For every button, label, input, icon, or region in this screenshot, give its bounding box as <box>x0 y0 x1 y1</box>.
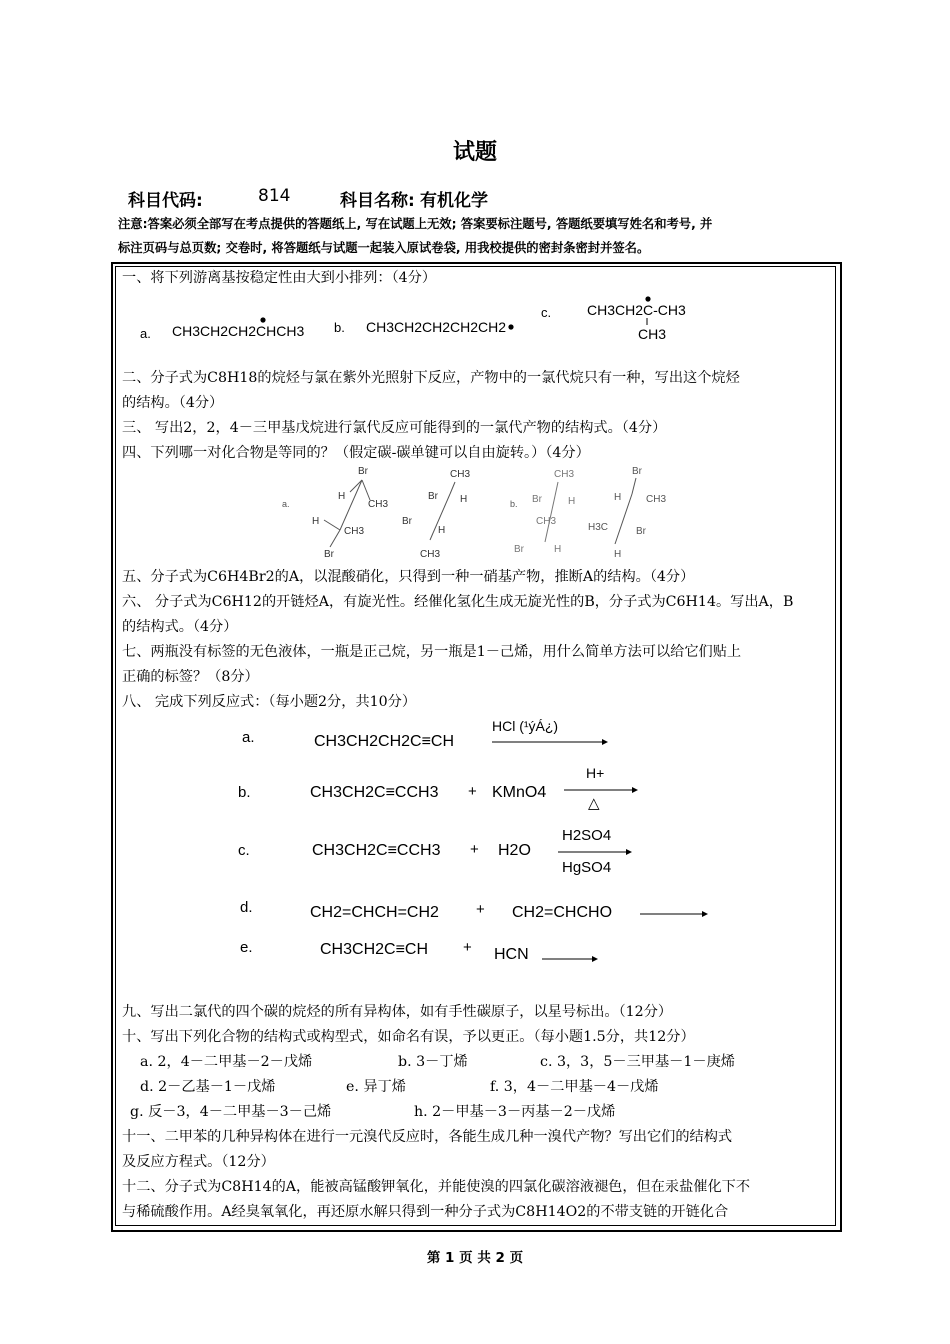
q1-c-branch: CH3 <box>638 326 667 342</box>
reaction-reactant: CH3CH2C≡CCH3 <box>312 842 441 859</box>
arrow-head <box>632 787 638 793</box>
notice-line2: 标注页码与总页数; 交卷时, 将答题纸与试题一起装入原试卷袋, 用我校提供的密封条密封并签名。 <box>118 241 650 255</box>
q11-line1: 十一、二甲苯的几种异构体在进行一元溴代反应时，各能生成几种一溴代产物？写出它们的结构式 <box>122 1129 733 1145</box>
arrow-head <box>592 956 598 962</box>
bond <box>450 482 455 494</box>
subject-code: 814 <box>258 186 291 206</box>
atom-h: H <box>568 496 576 507</box>
q10-item: a. 2，4－二甲基－2－戊烯 <box>140 1054 313 1070</box>
reaction-label: a. <box>242 729 255 746</box>
atom-h: H <box>614 492 622 503</box>
atom-br: Br <box>324 549 334 560</box>
q4-text: 四、下列哪一对化合物是等同的？（假定碳-碳单键可以自由旋转。）（4分） <box>122 445 590 461</box>
reaction-condition: H2SO4 <box>562 827 612 844</box>
reaction-label: c. <box>238 842 250 859</box>
reaction-label: e. <box>240 939 253 956</box>
q6-line2: 的结构式。（4分） <box>122 619 238 635</box>
atom-h: H <box>312 516 320 527</box>
q1-c-radical-dot <box>645 296 650 301</box>
atom-br: Br <box>428 491 438 502</box>
atom-h: H <box>614 549 622 560</box>
atom-br: Br <box>358 466 368 477</box>
reaction-reactant: CH3CH2C≡CCH3 <box>310 784 439 801</box>
arrow-head <box>602 739 608 745</box>
atom-h: H <box>554 544 562 555</box>
atom-ch3: CH3 <box>536 516 557 527</box>
q8-reactions <box>230 712 730 972</box>
q2-line1: 二、分子式为C8H18的烷烃与氯在紫外光照射下反应，产物中的一氯代烷只有一种，写出这个烷烃 <box>122 370 740 386</box>
q1-a-formula: CH3CH2CH2CHCH3 <box>172 323 305 339</box>
q12-line2: 与稀硫酸作用。A经臭氧氧化，再还原水解只得到一种分子式为C8H14O2的不带支链的开链化合 <box>122 1204 729 1220</box>
reaction-reactant: H2O <box>498 842 531 859</box>
q1-a-radical-dot <box>260 317 265 322</box>
q1-c-label: c. <box>541 305 552 320</box>
q1-structures <box>130 292 710 348</box>
reaction-condition: H+ <box>586 765 605 781</box>
q4-b-label: b. <box>510 499 518 509</box>
atom-h3c: H3C <box>588 522 609 533</box>
page-title: 试题 <box>452 140 497 165</box>
arrow-head <box>702 911 708 917</box>
bond <box>340 480 362 530</box>
reaction-label: d. <box>240 899 253 916</box>
notice-label: 注意: <box>118 217 148 231</box>
reaction-plus: + <box>470 841 479 858</box>
reaction-label: b. <box>238 784 251 801</box>
q10-text: 十、写出下列化合物的结构式或构型式，如命名有误，予以更正。（每小题1.5分，共12分） <box>122 1029 695 1045</box>
q9-text: 九、写出二氯代的四个碳的烷烃的所有异构体，如有手性碳原子，以星号标出。（12分） <box>122 1004 673 1020</box>
bond <box>555 482 558 496</box>
q4-a-label: a. <box>282 499 290 509</box>
q10-item: e. 异丁烯 <box>346 1079 406 1095</box>
page-number: 第 1 页 共 2 页 <box>426 1250 524 1266</box>
atom-ch3: CH3 <box>344 526 365 537</box>
q10-item: f. 3，4－二甲基－4－戊烯 <box>490 1079 659 1095</box>
atom-h: H <box>438 525 446 536</box>
atom-br: Br <box>636 526 646 537</box>
atom-br: Br <box>402 516 412 527</box>
subject-name-label: 科目名称: <box>340 191 415 211</box>
q10-item: g. 反－3，4－二甲基－3－己烯 <box>130 1104 332 1120</box>
reaction-reactant: CH3CH2CH2C≡CH <box>314 733 455 750</box>
q1-a-label: a. <box>140 326 151 341</box>
reaction-plus: + <box>468 783 477 800</box>
atom-br: Br <box>632 466 642 477</box>
atom-br: Br <box>532 494 542 505</box>
q1-c-formula: CH3CH2C-CH3 <box>587 302 686 318</box>
q10-item: b. 3－丁烯 <box>398 1054 468 1070</box>
bond <box>324 520 340 530</box>
reaction-plus: + <box>476 901 485 918</box>
reaction-reactant: CH2=CHCH=CH2 <box>310 904 439 921</box>
q7-line1: 七、两瓶没有标签的无色液体，一瓶是正己烷，另一瓶是1－己烯，用什么简单方法可以给它们贴上 <box>122 644 742 660</box>
q1-b-radical-dot <box>508 324 513 329</box>
q6-line1: 六、 分子式为C6H12的开链烃A，有旋光性。经催化氢化生成无旋光性的B，分子式为C6H14。写出A，B <box>122 594 794 610</box>
subject-name: 有机化学 <box>420 191 488 211</box>
q3-text: 三、 写出2，2，4－三甲基戊烷进行氯代反应可能得到的一氯代产物的结构式。（4分） <box>122 420 667 436</box>
reaction-reactant: KMnO4 <box>492 784 547 801</box>
q1-b-label: b. <box>334 320 345 335</box>
reaction-condition: HgSO4 <box>562 859 612 876</box>
reaction-condition: △ <box>588 795 600 812</box>
q12-line1: 十二、分子式为C8H14的A，能被高锰酸钾氧化，并能使溴的四氯化碳溶液褪色，但在汞盐催化下不 <box>122 1179 751 1195</box>
q4-newman-structures <box>270 462 690 562</box>
atom-h: H <box>338 491 346 502</box>
q2-line2: 的结构。（4分） <box>122 395 224 411</box>
atom-ch3: CH3 <box>450 469 471 480</box>
reaction-plus: + <box>463 939 472 956</box>
q1-b-formula: CH3CH2CH2CH2CH2 <box>366 319 507 335</box>
reaction-condition: HCl (¹ýÁ¿) <box>492 718 559 734</box>
reaction-reactant: CH3CH2C≡CH <box>320 941 429 958</box>
bond <box>330 530 340 547</box>
q10-item: h. 2－甲基－3－丙基－2－戊烯 <box>414 1104 616 1120</box>
q11-line2: 及反应方程式。（12分） <box>122 1154 275 1170</box>
atom-ch3: CH3 <box>420 549 441 560</box>
q1-text: 一、将下列游离基按稳定性由大到小排列：（4分） <box>122 270 437 286</box>
reaction-reactant: CH2=CHCHO <box>512 904 613 921</box>
subject-code-label: 科目代码: <box>128 191 203 211</box>
atom-ch3: CH3 <box>646 494 667 505</box>
atom-br: Br <box>514 544 524 555</box>
bond <box>362 480 370 500</box>
atom-ch3: CH3 <box>554 469 575 480</box>
q10-item: c. 3，3，5－三甲基－1－庚烯 <box>540 1054 735 1070</box>
q5-text: 五、分子式为C6H4Br2的A，以混酸硝化，只得到一种一硝基产物，推断A的结构。（4分） <box>122 569 695 585</box>
atom-h: H <box>460 494 468 505</box>
atom-ch3: CH3 <box>368 499 389 510</box>
notice-line1: 注意:答案必须全部写在考点提供的答题纸上, 写在试题上无效; 答案要标注题号, 答题纸要填写姓名和考号, 并 <box>118 217 713 231</box>
q7-line2: 正确的标签？（8分） <box>122 669 259 685</box>
q10-item: d. 2－乙基－1－戊烯 <box>140 1079 276 1095</box>
arrow-head <box>626 849 632 855</box>
reaction-reactant: HCN <box>494 946 529 963</box>
bond <box>632 478 636 494</box>
bond <box>350 480 362 492</box>
q8-text: 八、 完成下列反应式：（每小题2分，共10分） <box>122 694 417 710</box>
